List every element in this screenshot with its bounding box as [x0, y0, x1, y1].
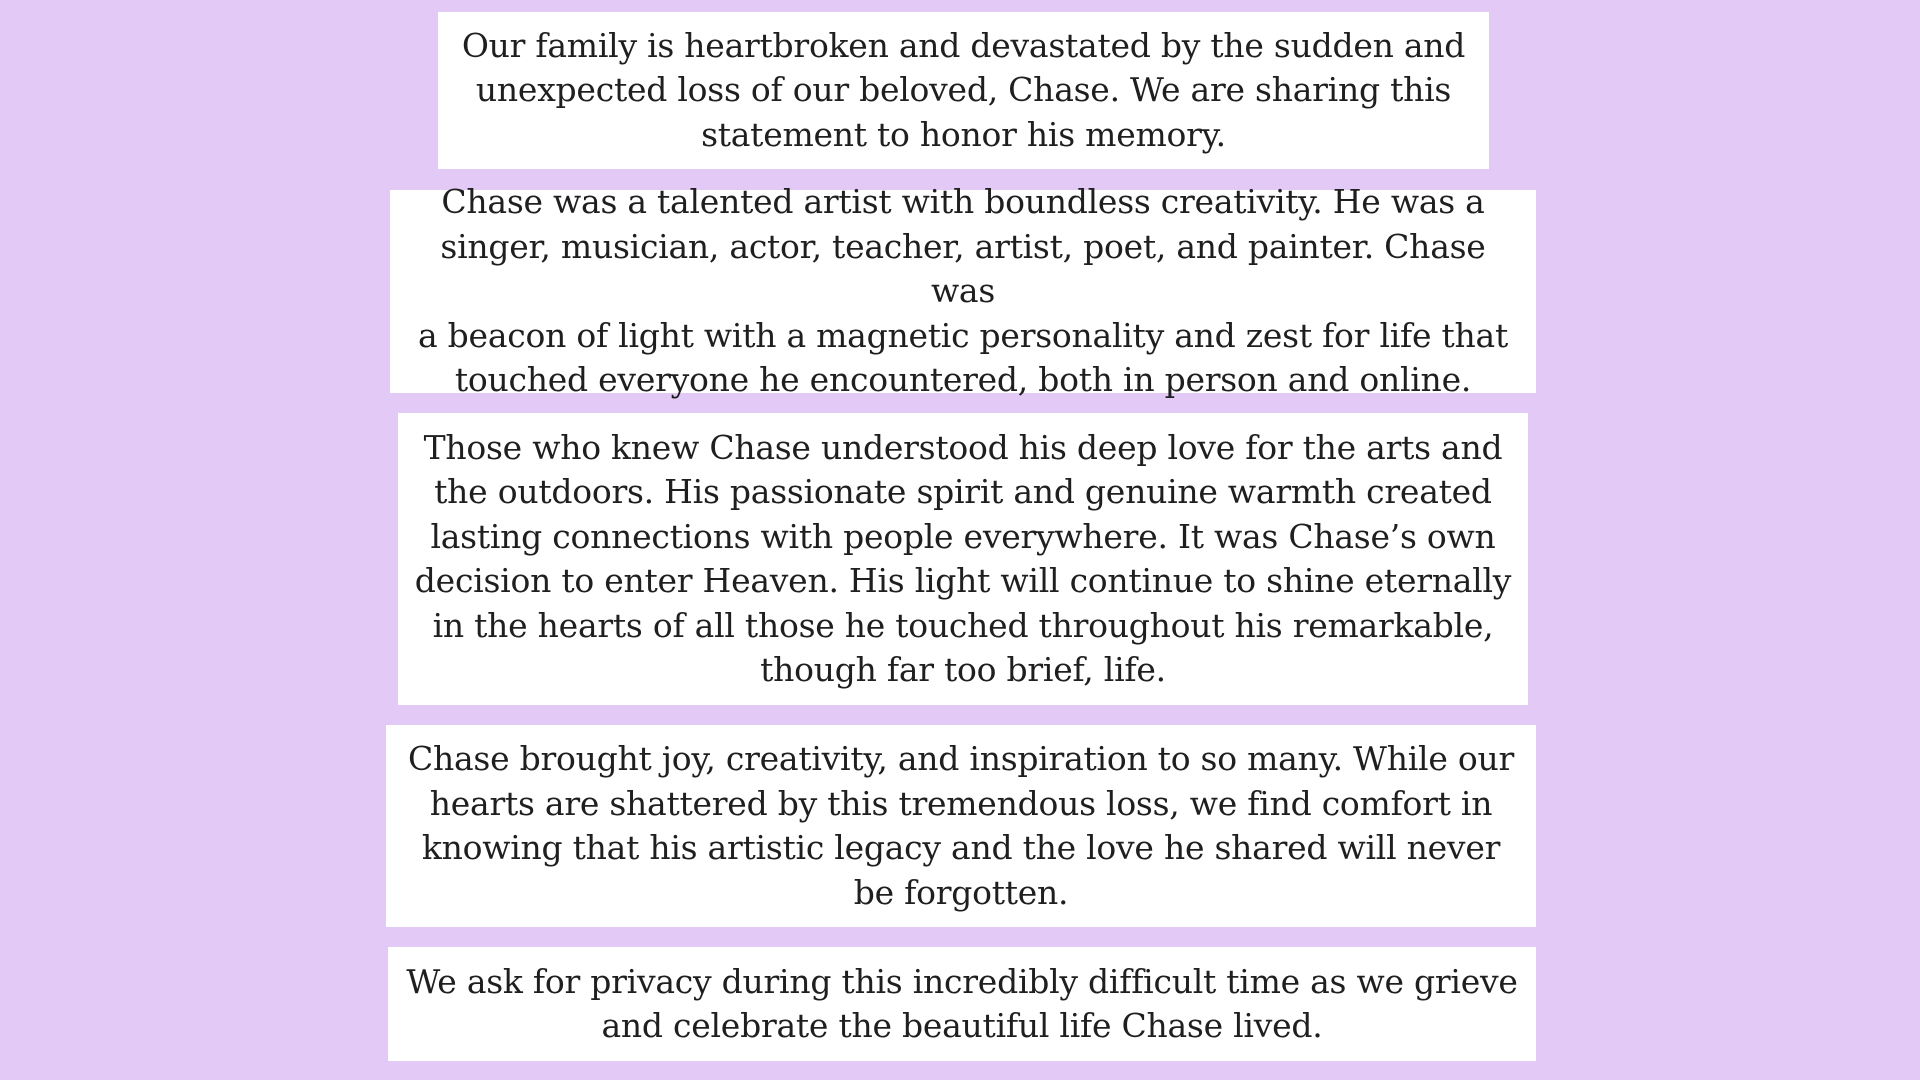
paragraph-privacy: We ask for privacy during this incredibly difficult time as we grieve and celebrate the beautiful life Chase lived. [406, 961, 1518, 1045]
statement-card-opening [438, 12, 1489, 169]
statement-card-legacy [386, 725, 1536, 927]
paragraph-artist: Chase was a talented artist with boundless creativity. He was a singer, musician, actor, teacher, artist, poet, and painter. Chase was a beacon of light with a magnetic personality and zest for life that touched everyone he encountered, both in person and online. [418, 182, 1508, 400]
statement-card-privacy [388, 947, 1536, 1061]
paragraph-memories: Those who knew Chase understood his deep love for the arts and the outdoors. His passionate spirit and genuine warmth created lasting connections with people everywhere. It was Chase’s own decision to enter Heaven. His light will continue to shine eternally in the hearts of all those he touched throughout his remarkable, though far too brief, life. [414, 427, 1512, 689]
paragraph-opening: Our family is heartbroken and devastated by the sudden and unexpected loss of our beloved, Chase. We are sharing this statement to honor his memory. [461, 25, 1466, 154]
paragraph-legacy: Chase brought joy, creativity, and inspiration to so many. While our hearts are shattered by this tremendous loss, we find comfort in knowing that his artistic legacy and the love he shared will never be forgotten. [408, 739, 1514, 912]
statement-card-memories [398, 413, 1528, 705]
statement-card-artist [390, 182, 1536, 400]
